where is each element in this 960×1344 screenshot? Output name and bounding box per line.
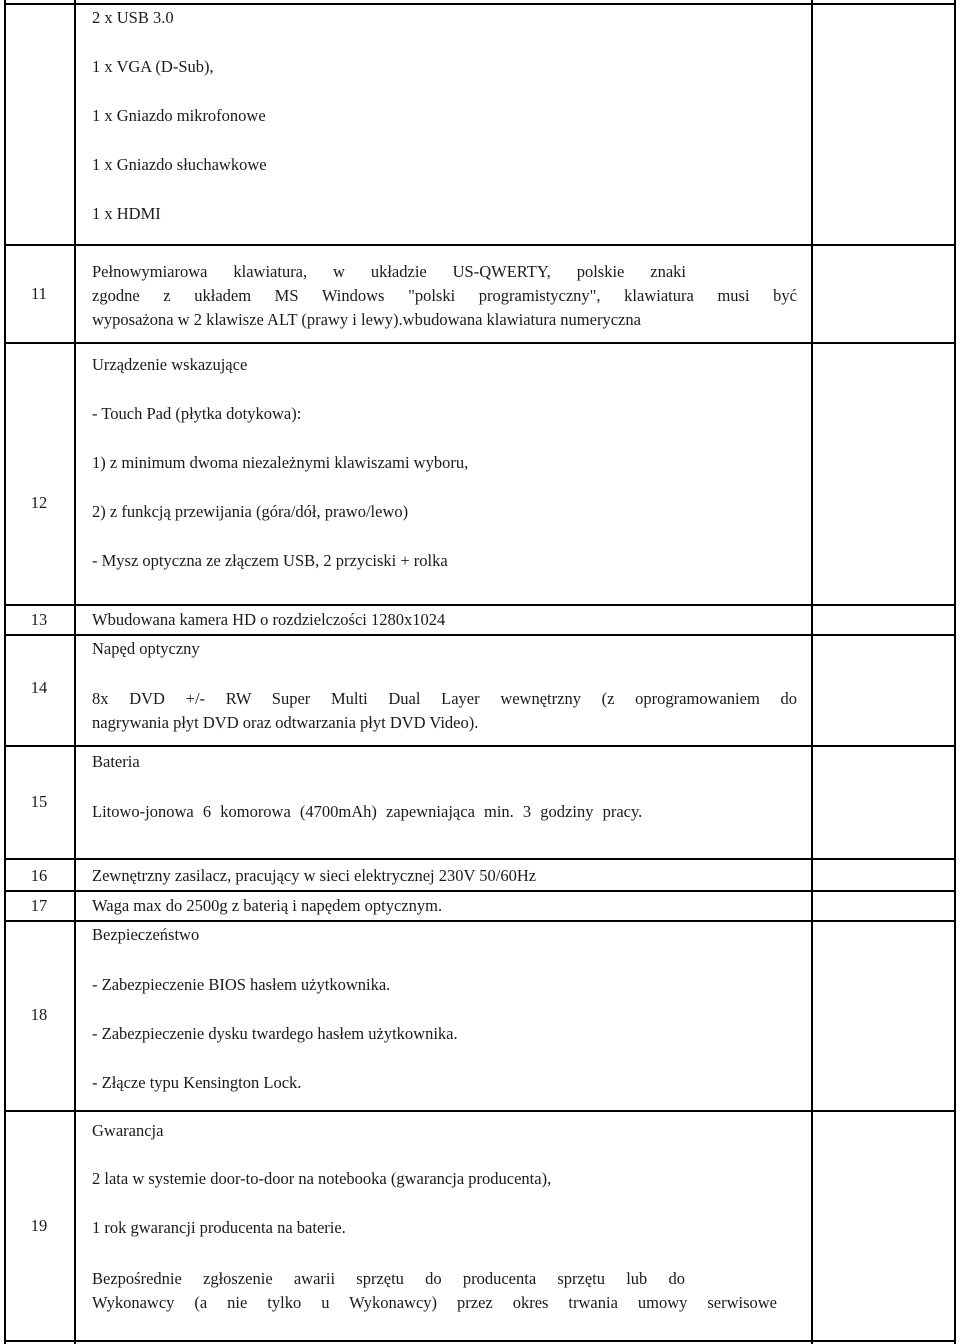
table-border-left [4,0,6,1344]
row-border [4,890,955,892]
text-line: Pełnowymiarowa klawiatura, w układzie US-QWERTY, polskie znaki [92,262,686,281]
text-line: Wykonawcy (a nie tylko u Wykonawcy) przez okres trwania umowy serwisowe [92,1293,777,1312]
row-border [4,3,955,5]
optical-drive-title: Napęd optyczny [92,639,200,658]
row-border [4,634,955,636]
pointing-device-title: Urządzenie wskazujące [92,355,248,374]
optical-drive-description [92,687,797,735]
row-number: 12 [30,493,48,512]
row-number: 17 [30,896,48,915]
row-border [4,1110,955,1112]
row-border [4,1340,955,1342]
row-number: 14 [30,678,48,697]
battery-title: Bateria [92,752,140,771]
text-line: 2 lata w systemie door-to-door na notebooka (gwarancja producenta), [92,1169,552,1188]
security-title: Bezpieczeństwo [92,925,200,944]
row-border [4,920,955,922]
table-border-right [954,0,956,1344]
text-line: 1) z minimum dwoma niezależnymi klawiszami wyboru, [92,453,469,472]
text-line: wyposażona w 2 klawisze ALT (prawy i lewy).wbudowana klawiatura numeryczna [92,310,641,329]
row-number: 18 [30,1005,48,1024]
row-border [4,858,955,860]
row-number: 15 [30,792,48,811]
text-line: 1 rok gwarancji producenta na baterie. [92,1218,346,1237]
text-line: zgodne z układem MS Windows "polski programistyczny", klawiatura musi być [92,286,797,305]
text-line: 2) z funkcją przewijania (góra/dół, prawo/lewo) [92,502,409,521]
row-border [4,745,955,747]
row-number: 13 [30,610,48,629]
text-line: - Zabezpieczenie dysku twardego hasłem użytkownika. [92,1024,458,1043]
text-line: nagrywania płyt DVD oraz odtwarzania płyt DVD Video). [92,713,479,732]
row-border [4,604,955,606]
row-number: 11 [31,284,47,303]
camera-description: Wbudowana kamera HD o rozdzielczości 1280x1024 [92,610,446,629]
port-line: 2 x USB 3.0 [92,8,174,27]
text-line: - Zabezpieczenie BIOS hasłem użytkownika. [92,975,391,994]
power-supply-description: Zewnętrzny zasilacz, pracujący w sieci elektrycznej 230V 50/60Hz [92,866,537,885]
text-line: - Touch Pad (płytka dotykowa): [92,404,302,423]
warranty-title: Gwarancja [92,1121,164,1140]
text-line: - Złącze typu Kensington Lock. [92,1073,302,1092]
text-line: 8x DVD +/- RW Super Multi Dual Layer wewnętrzny (z oprogramowaniem do [92,689,797,708]
port-line: 1 x HDMI [92,204,161,223]
column-divider-number [74,0,76,1344]
weight-description: Waga max do 2500g z baterią i napędem optycznym. [92,896,443,915]
row-border [4,244,955,246]
keyboard-description [92,260,797,332]
port-line: 1 x Gniazdo mikrofonowe [92,106,266,125]
battery-description: Litowo-jonowa 6 komorowa (4700mAh) zapewniająca min. 3 godziny pracy. [92,802,643,821]
row-number: 16 [30,866,48,885]
warranty-service-paragraph [92,1267,777,1315]
row-number: 19 [30,1216,48,1235]
text-line: - Mysz optyczna ze złączem USB, 2 przyciski + rolka [92,551,448,570]
text-line: Bezpośrednie zgłoszenie awarii sprzętu do producenta sprzętu lub do [92,1269,685,1288]
row-border [4,342,955,344]
port-line: 1 x VGA (D-Sub), [92,57,214,76]
column-divider-value [811,0,813,1344]
port-line: 1 x Gniazdo słuchawkowe [92,155,267,174]
